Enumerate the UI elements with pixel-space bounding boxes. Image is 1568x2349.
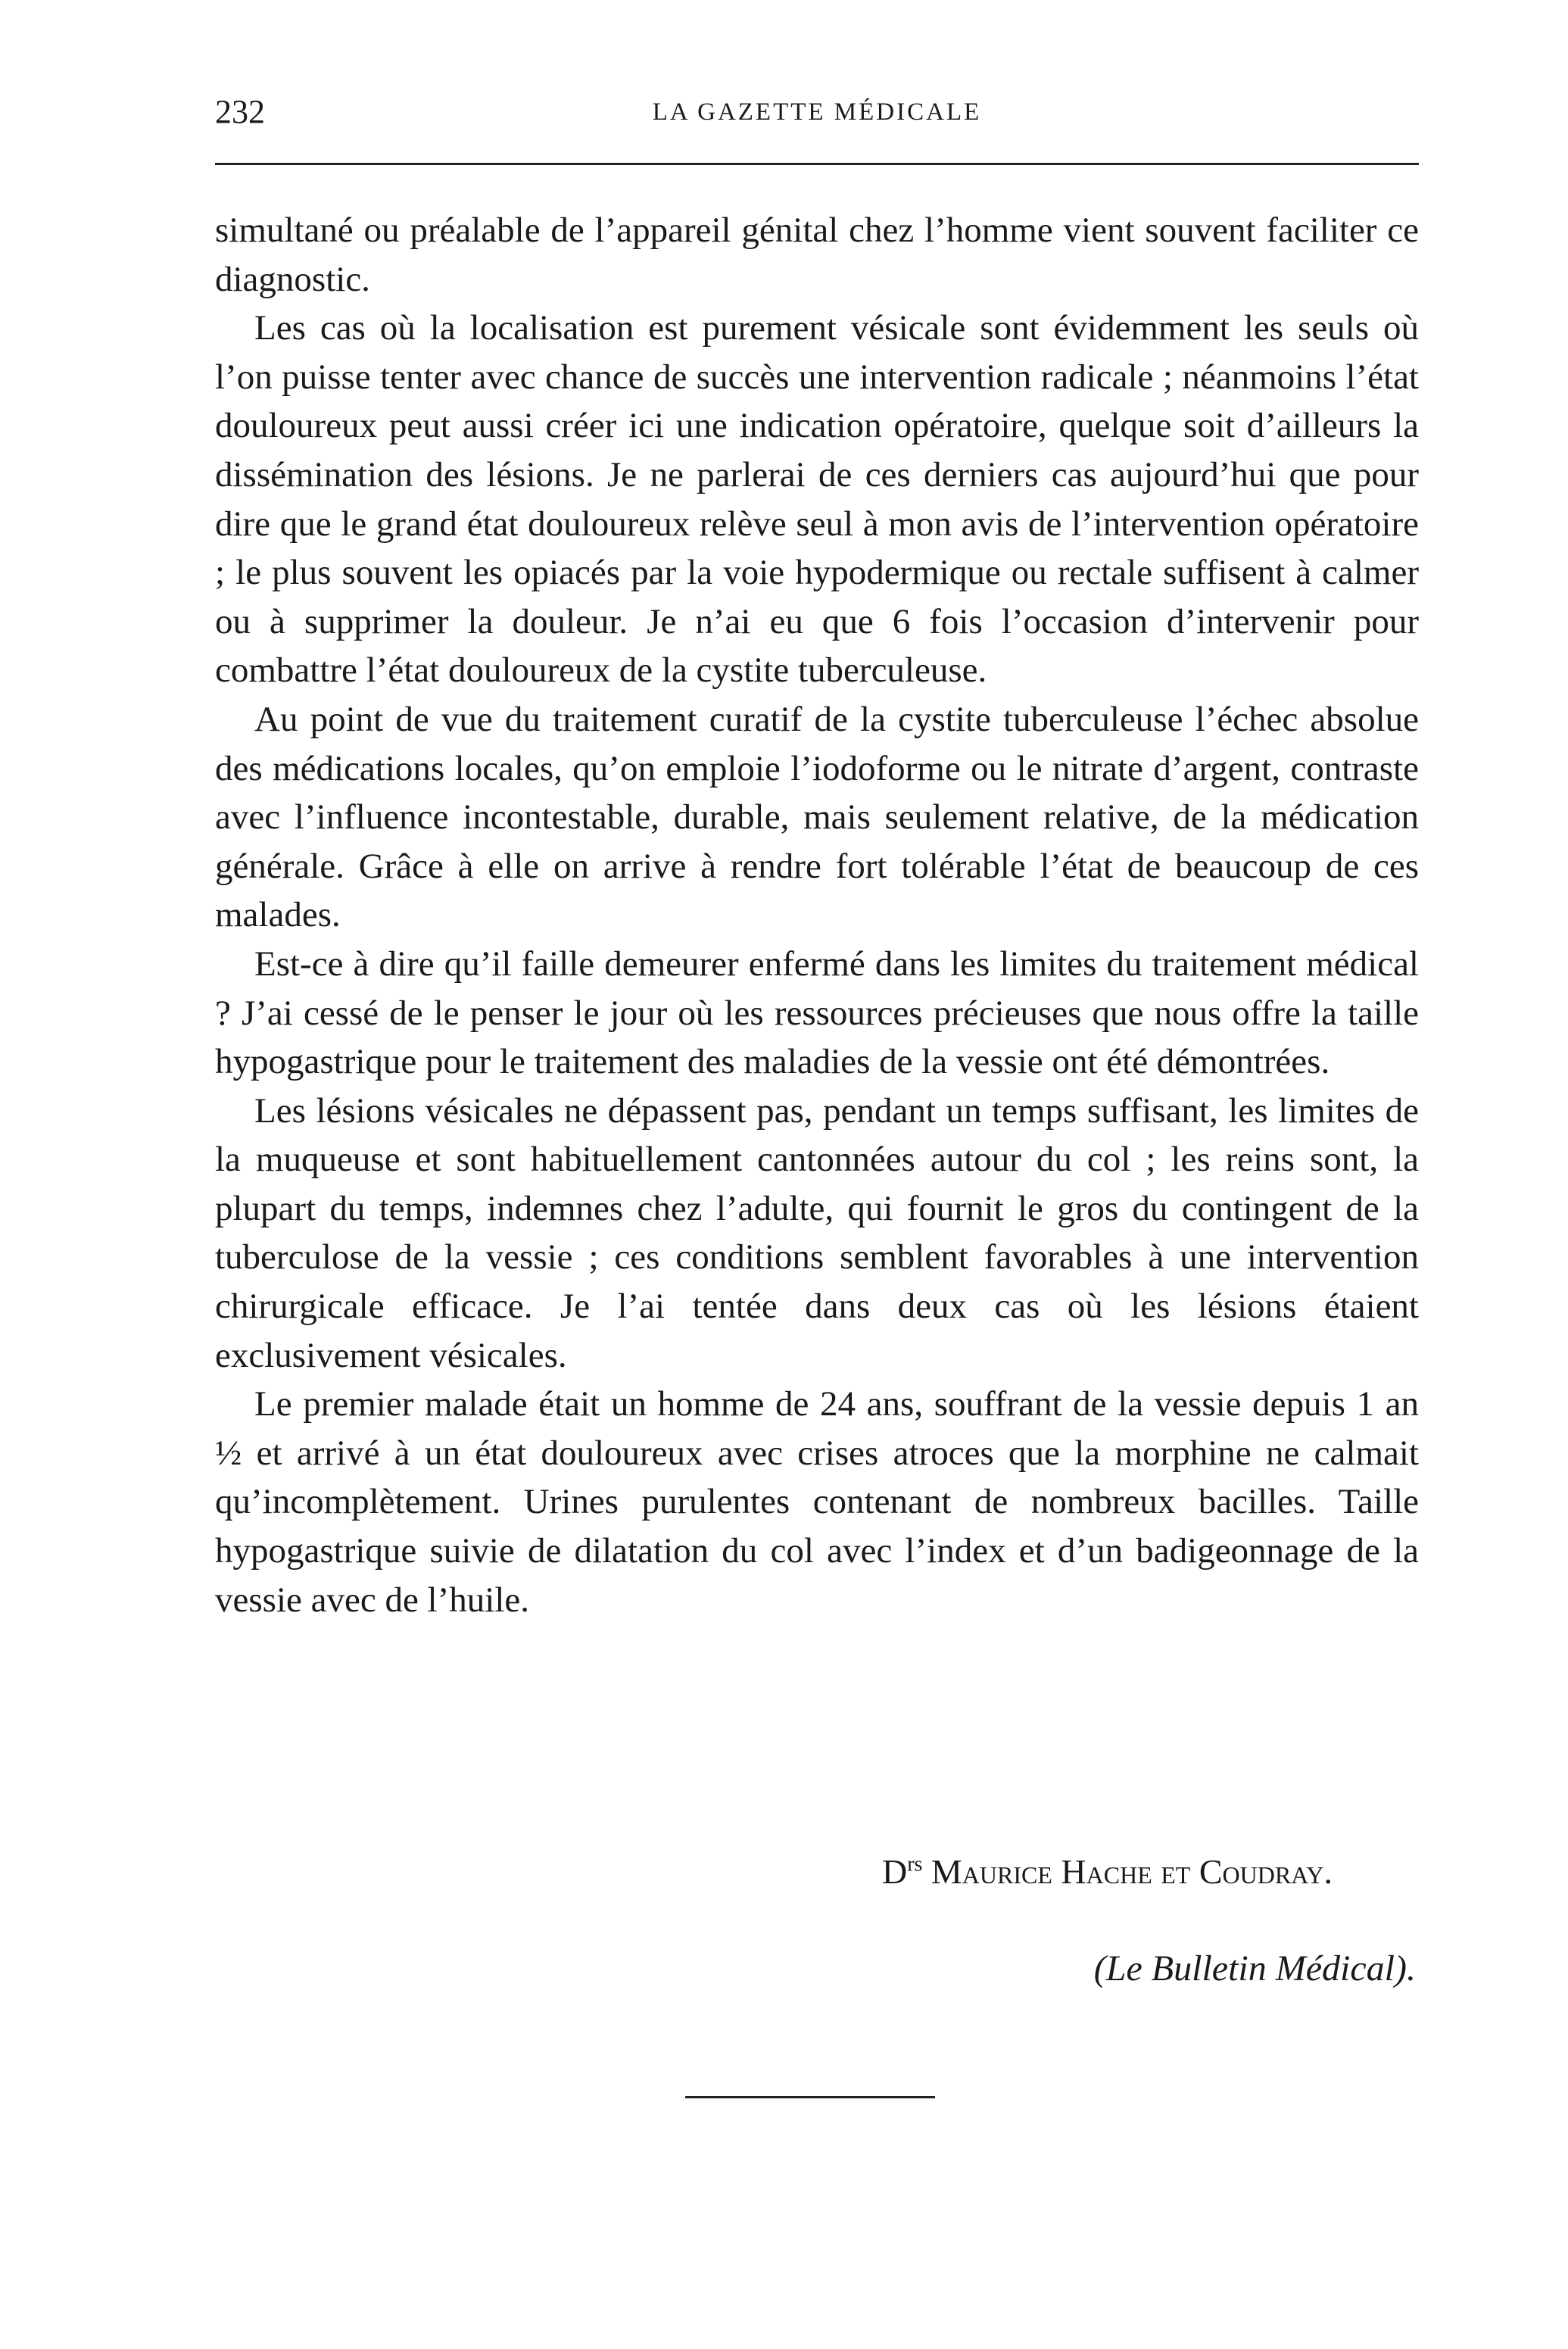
article-body	[215, 206, 1419, 1624]
page-number: 232	[215, 93, 265, 130]
signature-prefix: D	[881, 1852, 908, 1891]
paragraph: Est-ce à dire qu’il faille demeurer enfermé dans les limites du traitement médical ? J’ai cessé de le penser le jour où les ressources précieuses que nous offre la taille hypogastrique pour le traitement des maladies de la vessie ont été démontrées.	[215, 944, 1419, 1082]
closing-rule	[685, 2096, 935, 2098]
paragraph: Le premier malade était un homme de 24 ans, souffrant de la vessie depuis 1 an ½ et arrivé à un état douloureux avec crises atroces que la morphine ne calmait qu’incomplètement. Urines purulentes contenant de nombreux bacilles. Taille hypogastrique suivie de dilatation du col avec l’index et d’un badigeonnage de la vessie avec de l’huile.	[215, 1384, 1419, 1620]
page-header	[215, 89, 1419, 135]
source-citation: (Le Bulletin Médical).	[1093, 1948, 1416, 1989]
paragraph: Les lésions vésicales ne dépassent pas, pendant un temps suffisant, les limites de la muqueuse et sont habituellement cantonnées autour du col ; les reins sont, la plupart du temps, indemnes chez l’adulte, qui fournit le gros du contingent de la tuberculose de la vessie ; ces conditions semblent favorables à une intervention chirurgicale efficace. Je l’ai tentée dans deux cas où les lésions étaient exclusivement vésicales.	[215, 1090, 1419, 1375]
signature-names: Maurice Hache et Coudray.	[922, 1852, 1333, 1891]
paragraph: Les cas où la localisation est purement vésicale sont évidemment les seuls où l’on puisse tenter avec chance de succès une intervention radicale ; néanmoins l’état douloureux peut aussi créer ici une indication opératoire, quelque soit d’ailleurs la dissémination des lésions. Je ne parlerai de ces derniers cas aujourd’hui que pour dire que le grand état douloureux relève seul à mon avis de l’intervention opératoire ; le plus souvent les opiacés par la voie hypodermique ou rectale suffisent à calmer ou à supprimer la douleur. Je n’ai eu que 6 fois l’occasion d’intervenir pour combattre l’état douloureux de la cystite tuberculeuse.	[215, 308, 1419, 691]
signature-prefix-sup: rs	[907, 1852, 923, 1876]
header-rule	[215, 163, 1419, 165]
paragraph: simultané ou préalable de l’appareil génital chez l’homme vient souvent faciliter ce diagnostic.	[215, 211, 1419, 299]
author-signature	[215, 1848, 1333, 1896]
paragraph: Au point de vue du traitement curatif de la cystite tuberculeuse l’échec absolue des médications locales, qu’on emploie l’iodoforme ou le nitrate d’argent, contraste avec l’influence incontestable, durable, mais seulement relative, de la médication générale. Grâce à elle on arrive à rendre fort tolérable l’état de beaucoup de ces malades.	[215, 699, 1419, 935]
running-title: LA GAZETTE MÉDICALE	[652, 98, 982, 126]
